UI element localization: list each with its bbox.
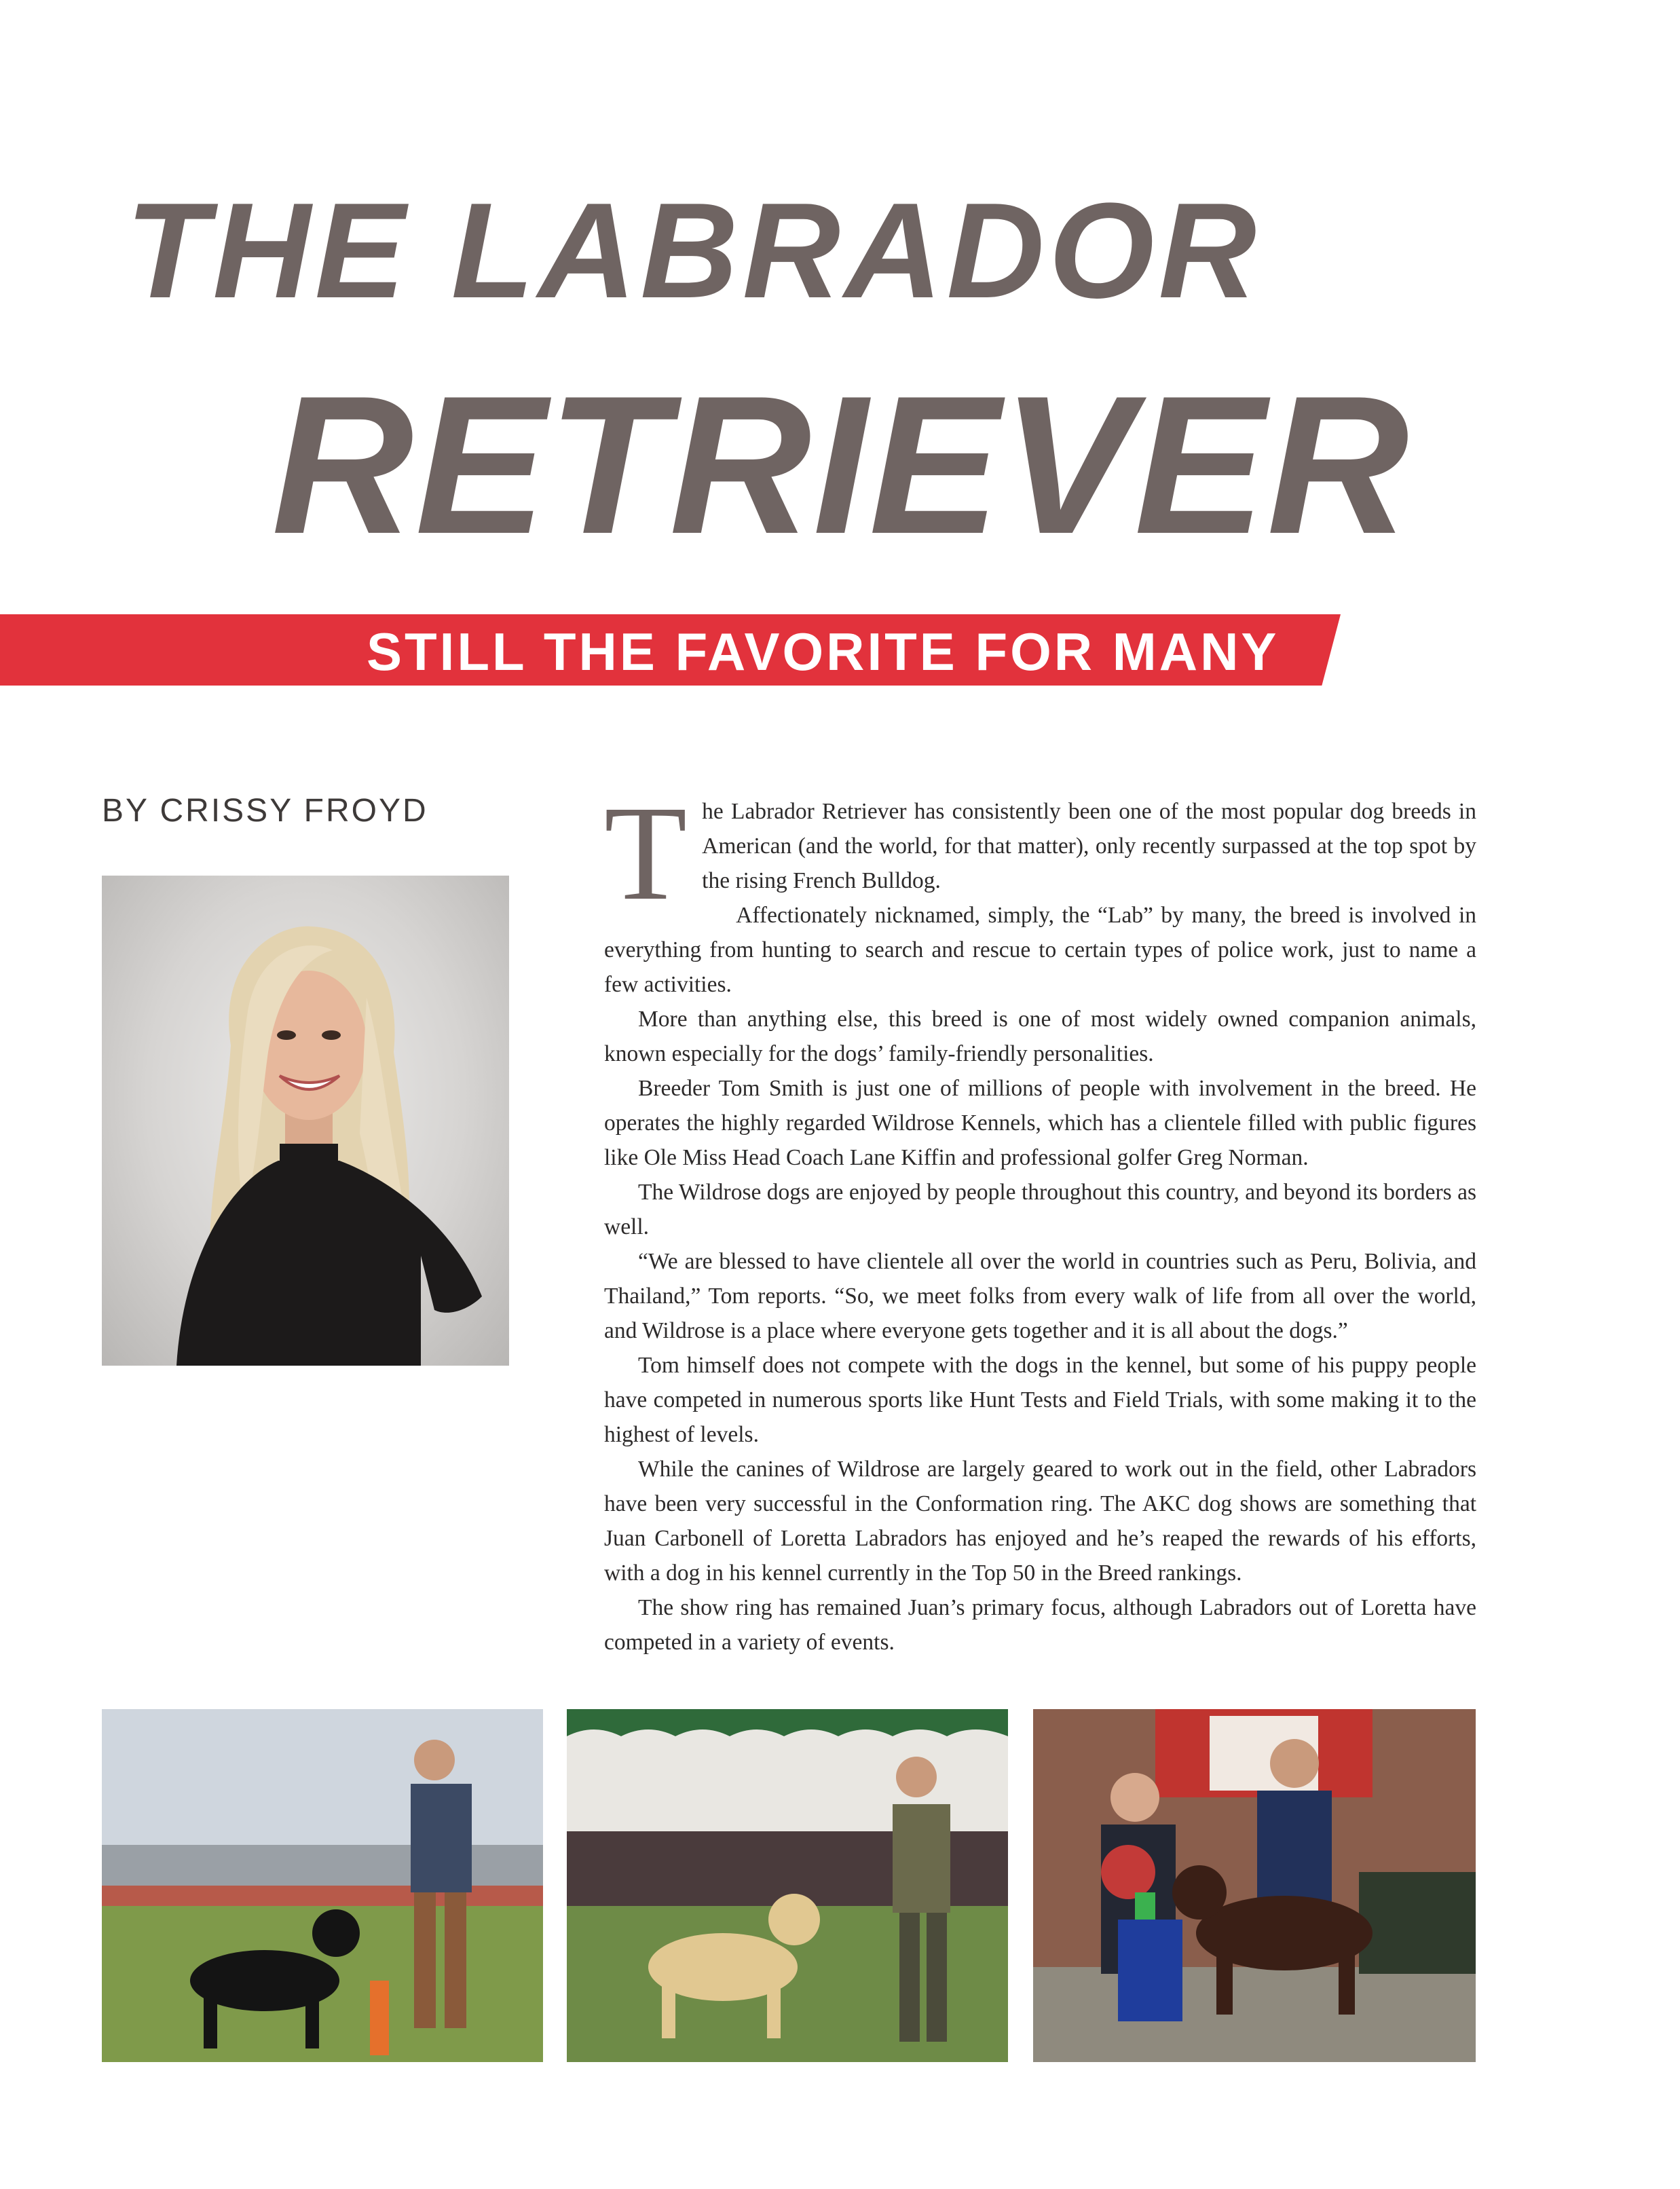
black-labrador-show-photo [102,1709,543,2062]
article-paragraph: Affectionately nicknamed, simply, the “Lab” by many, the breed is involved in everything from hunting to search and rescue to certain types of police work, just to name a few activities. [604,903,1476,997]
headline-line-1: THE LABRADOR [126,175,1261,326]
article-paragraph: The Wildrose dogs are enjoyed by people throughout this country, and beyond its borders as well. [604,1180,1476,1239]
article-body [604,779,1476,1660]
author-portrait [102,876,509,1366]
drop-cap: T [604,779,688,929]
article-paragraph: he Labrador Retriever has consistently been one of the most popular dog breeds in American (and the world, for that matter), only recently surpassed at the top spot by the rising French Bulldog. [702,799,1476,893]
subtitle-banner-text: STILL THE FAVORITE FOR MANY [367,622,1280,681]
article-paragraph: More than anything else, this breed is one of most widely owned companion animals, known especially for the dogs’ family-friendly personalities. [604,1007,1476,1066]
chocolate-labrador-award-photo [1033,1709,1476,2062]
article-paragraph: Tom himself does not compete with the dogs in the kennel, but some of his puppy people have competed in numerous sports like Hunt Tests and Field Trials, with some making it to the highest of levels. [604,1353,1476,1447]
article-paragraph: “We are blessed to have clientele all over the world in countries such as Peru, Bolivia, and Thailand,” Tom reports. “So, we meet folks from every walk of life from all over the world, and Wildrose is a place where everyone gets together and it is all about the dogs.” [604,1249,1476,1343]
article-paragraph: The show ring has remained Juan’s primary focus, although Labradors out of Loretta have competed in a variety of events. [604,1595,1476,1655]
author-byline: BY CRISSY FROYD [102,793,428,829]
article-paragraph: While the canines of Wildrose are largely geared to work out in the field, other Labradors have been very successful in the Conformation ring. The AKC dog shows are something that Juan Carbonell of Loretta Labradors has enjoyed and he’s reaped the rewards of his efforts, with a dog in his kennel currently in the Top 50 in the Breed rankings. [604,1457,1476,1586]
yellow-labrador-show-photo [567,1709,1008,2062]
article-paragraph: Breeder Tom Smith is just one of millions of people with involvement in the breed. He operates the highly regarded Wildrose Kennels, which has a clientele filled with public figures like Ole Miss Head Coach Lane Kiffin and professional golfer Greg Norman. [604,1076,1476,1170]
headline-line-2: RETRIEVER [272,355,1411,575]
